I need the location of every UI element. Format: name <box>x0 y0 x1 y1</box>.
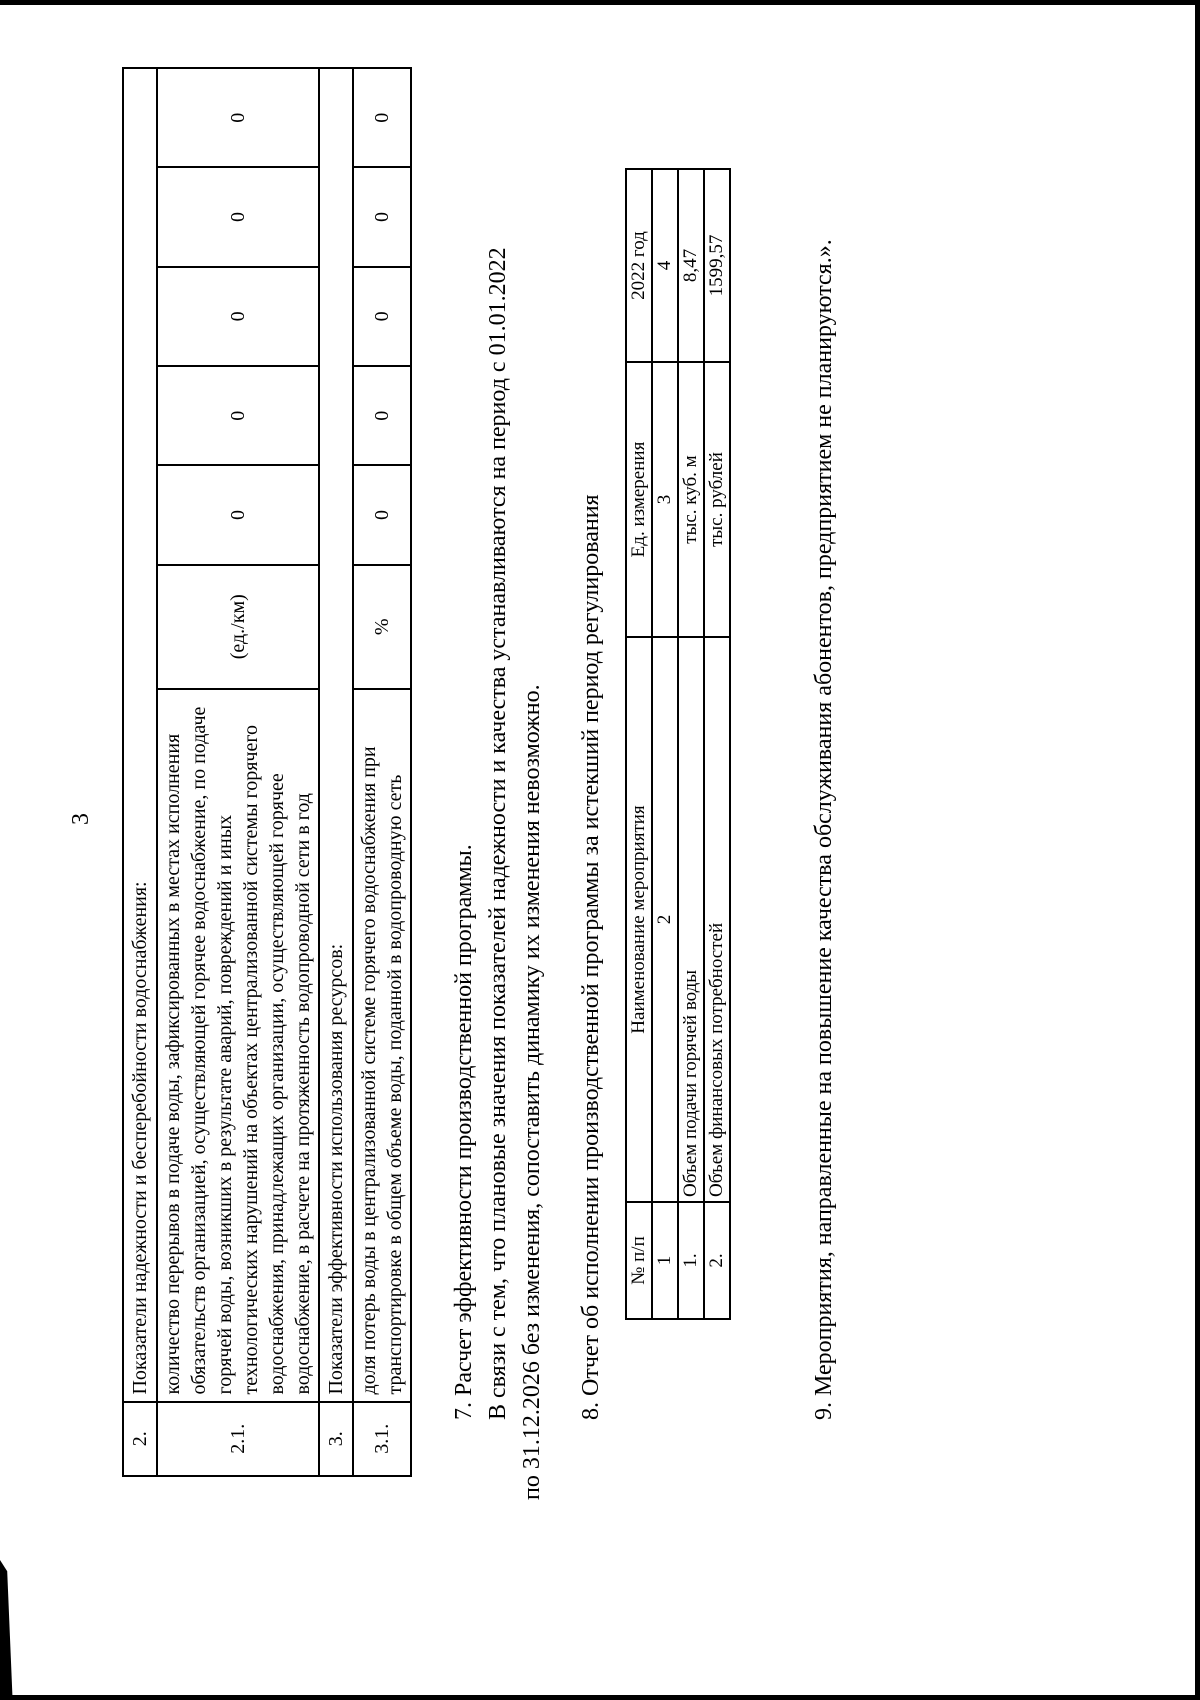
column-header: 2022 год <box>626 169 652 362</box>
table-row <box>157 68 319 1476</box>
indicator-description: доля потерь воды в централизованной системе горячего водоснабжения при транспортировке в общем объеме воды, поданной в водопроводную сеть <box>353 689 411 1402</box>
indicator-value: 0 <box>157 267 319 366</box>
row-number: 2. <box>704 1202 730 1319</box>
indicator-unit: (ед./км) <box>157 565 319 689</box>
column-index: 4 <box>652 169 678 362</box>
indicator-value: 0 <box>353 366 411 465</box>
column-header: № п/п <box>626 1202 652 1319</box>
section-7-text-line-2: по 31.12.2026 без изменения, сопоставить динамику их изменения невозможно. <box>519 684 545 1500</box>
table-row <box>123 68 157 1476</box>
section-title: Показатели эффективности использования ресурсов: <box>319 68 353 1402</box>
column-header: Ед. измерения <box>626 362 652 637</box>
section-title: Показатели надежности и бесперебойности водоснабжения: <box>123 68 157 1402</box>
table-row <box>704 169 730 1319</box>
measure-value: 8,47 <box>678 169 704 362</box>
column-index: 1 <box>652 1202 678 1319</box>
measure-unit: тыс. рублей <box>704 362 730 637</box>
row-number: 3.1. <box>353 1402 411 1476</box>
indicator-value: 0 <box>157 465 319 564</box>
table-index-row <box>652 169 678 1319</box>
measure-name: Объем подачи горячей воды <box>678 637 704 1202</box>
section-9-text: 9. Мероприятия, направленные на повышение качества обслуживания абонентов, предприятием не планируются.». <box>811 239 837 1420</box>
section-8-heading: 8. Отчет об исполнении производственной программы за истекший период регулирования <box>578 494 604 1420</box>
indicator-value: 0 <box>353 167 411 266</box>
row-number: 1. <box>678 1202 704 1319</box>
indicator-value: 0 <box>353 68 411 167</box>
table-row <box>678 169 704 1319</box>
measure-value: 1599,57 <box>704 169 730 362</box>
measure-name: Объем финансовых потребностей <box>704 637 730 1202</box>
indicator-value: 0 <box>353 267 411 366</box>
column-index: 3 <box>652 362 678 637</box>
table-row <box>353 68 411 1476</box>
table-row <box>319 68 353 1476</box>
page-number: 3 <box>68 813 94 825</box>
row-number: 2.1. <box>157 1402 319 1476</box>
measure-unit: тыс. куб. м <box>678 362 704 637</box>
section-number: 3. <box>319 1402 353 1476</box>
table-header-row <box>626 169 652 1319</box>
column-index: 2 <box>652 637 678 1202</box>
program-report-table <box>625 168 731 1320</box>
section-7-heading: 7. Расчет эффективности производственной программы. <box>451 844 477 1420</box>
section-number: 2. <box>123 1402 157 1476</box>
section-7-text-line-1: В связи с тем, что плановые значения показателей надежности и качества устанавливаются на период с 01.01.2022 <box>485 247 511 1420</box>
indicator-value: 0 <box>157 167 319 266</box>
indicator-description: количество перерывов в подаче воды, зафиксированных в местах исполнения обязательств организацией, осуществляющей горячее водоснабжение, по подаче горячей воды, возникших в результате аварий, повреждений и иных технологических нарушений на объектах централизованной системы горячего водоснабжения, принадлежащих организации, осуществляющей горячее водоснабжение, в расчете на протяженность водопроводной сети в год <box>157 689 319 1402</box>
indicator-value: 0 <box>157 366 319 465</box>
indicator-value: 0 <box>157 68 319 167</box>
indicators-table <box>122 67 412 1477</box>
indicator-value: 0 <box>353 465 411 564</box>
column-header: Наименование мероприятия <box>626 637 652 1202</box>
indicator-unit: % <box>353 565 411 689</box>
